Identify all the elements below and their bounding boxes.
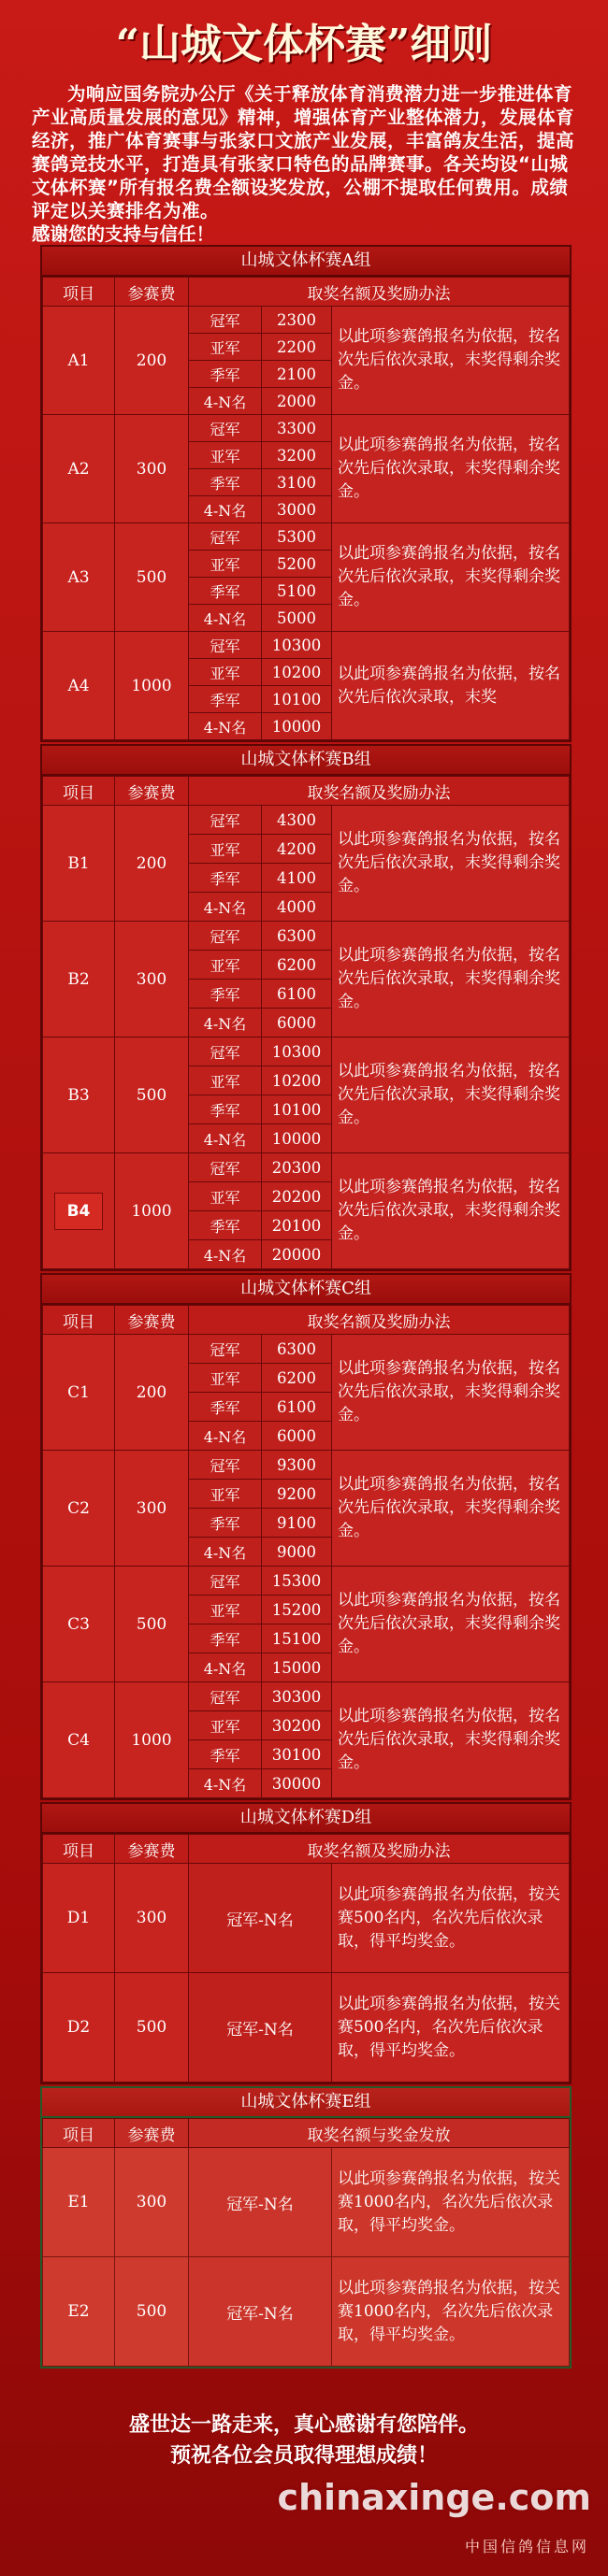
prize-amount-cell: 6300 (262, 922, 332, 951)
rank-cell: 4-N名 (189, 893, 262, 922)
prize-amount-cell: 2300 (262, 307, 332, 334)
prize-amount-cell: 6200 (262, 951, 332, 980)
rank-cell: 冠军 (189, 1335, 262, 1364)
col-header-fee: 参赛费 (115, 1835, 189, 1864)
prize-amount-cell: 10000 (262, 1124, 332, 1153)
rule-description-cell: 以此项参赛鸽报名为依据，按关赛1000名内，名次先后依次录取，得平均奖金。 (332, 2148, 570, 2257)
rank-cell: 4-N名 (189, 1422, 262, 1451)
prize-amount-cell: 20000 (262, 1240, 332, 1269)
closing-message (0, 2410, 608, 2471)
prize-amount-cell: 4200 (262, 835, 332, 864)
prize-amount-cell: 6200 (262, 1364, 332, 1393)
rule-description-cell: 以此项参赛鸽报名为依据，按关赛500名内，名次先后依次录取，得平均奖金。 (332, 1973, 570, 2082)
rank-cell: 季军 (189, 980, 262, 1009)
prize-amount-cell: 5200 (262, 551, 332, 578)
table-row (43, 806, 570, 835)
item-cell: A2 (43, 415, 115, 523)
prize-amount-cell: 9300 (262, 1451, 332, 1480)
group-c-table (40, 1273, 572, 1800)
rank-cell: 4-N名 (189, 1653, 262, 1682)
rank-range-cell: 冠军-N名 (189, 1864, 332, 1973)
prize-amount-cell: 6300 (262, 1335, 332, 1364)
rank-cell: 亚军 (189, 1182, 262, 1211)
page-title: “山城文体杯赛”细则 (115, 21, 493, 68)
rule-description-cell: 以此项参赛鸽报名为依据，按关赛500名内，名次先后依次录取，得平均奖金。 (332, 1864, 570, 1973)
prize-amount-cell: 9200 (262, 1480, 332, 1509)
item-cell: A3 (43, 523, 115, 632)
rank-cell: 冠军 (189, 1153, 262, 1182)
prize-amount-cell: 20200 (262, 1182, 332, 1211)
rule-description-cell: 以此项参赛鸽报名为依据，按名次先后依次录取，末奖 (332, 632, 570, 740)
fee-cell: 500 (115, 1973, 189, 2082)
item-cell: C3 (43, 1567, 115, 1682)
prize-amount-cell: 4300 (262, 806, 332, 835)
prize-amount-cell: 30100 (262, 1740, 332, 1769)
group-b-title: 山城文体杯赛B组 (42, 746, 570, 776)
rank-cell: 4-N名 (189, 1124, 262, 1153)
prize-amount-cell: 15200 (262, 1596, 332, 1624)
item-cell: D2 (43, 1973, 115, 2082)
rank-range-cell: 冠军-N名 (189, 2257, 332, 2367)
rank-cell: 亚军 (189, 442, 262, 469)
fee-cell: 300 (115, 1864, 189, 1973)
rank-cell: 冠军 (189, 632, 262, 659)
rank-cell: 亚军 (189, 334, 262, 361)
item-cell: E2 (43, 2257, 115, 2367)
item-cell: B2 (43, 922, 115, 1038)
rule-description-cell: 以此项参赛鸽报名为依据，按名次先后依次录取，末奖得剩余奖金。 (332, 922, 570, 1038)
item-cell: A4 (43, 632, 115, 740)
prize-amount-cell: 30000 (262, 1769, 332, 1798)
rule-description-cell: 以此项参赛鸽报名为依据，按名次先后依次录取，末奖得剩余奖金。 (332, 1567, 570, 1682)
intro-paragraph: 为响应国务院办公厅《关于释放体育消费潜力进一步推进体育产业高质量发展的意见》精神，增强体育产业整体潜力，发展体育经济，推广体育赛事与张家口文旅产业发展，丰富鸽友生活，提高赛鸽竞技水平，打造具有张家口特色的品牌赛事。各关均设“山城文体杯赛”所有报名费全额设奖发放，公棚不提取任何费用。成绩评定以关赛排名为准。 (32, 83, 575, 222)
prize-amount-cell: 5100 (262, 578, 332, 605)
prize-tables (40, 245, 572, 2368)
prize-amount-cell: 10300 (262, 632, 332, 659)
item-cell: E1 (43, 2148, 115, 2257)
fee-cell: 300 (115, 1451, 189, 1567)
rank-cell: 4-N名 (189, 1240, 262, 1269)
prize-amount-cell: 3000 (262, 496, 332, 523)
col-header-fee: 参赛费 (115, 777, 189, 806)
prize-amount-cell: 10100 (262, 1095, 332, 1124)
table-row (43, 922, 570, 951)
rank-cell: 4-N名 (189, 388, 262, 415)
rank-cell: 冠军 (189, 1682, 262, 1711)
item-cell: B1 (43, 806, 115, 922)
rank-cell: 季军 (189, 1211, 262, 1240)
rank-cell: 季军 (189, 1624, 262, 1653)
prize-amount-cell: 6000 (262, 1422, 332, 1451)
fee-cell: 200 (115, 806, 189, 922)
prize-amount-cell: 15100 (262, 1624, 332, 1653)
prize-amount-cell: 5300 (262, 523, 332, 551)
rank-cell: 亚军 (189, 1364, 262, 1393)
fee-cell: 500 (115, 1038, 189, 1153)
prize-amount-cell: 2100 (262, 361, 332, 388)
col-header-fee: 参赛费 (115, 2119, 189, 2148)
table-row (43, 1451, 570, 1480)
col-header-prize: 取奖名额与奖金发放 (189, 2119, 570, 2148)
prize-amount-cell: 20100 (262, 1211, 332, 1240)
col-header-item: 项目 (43, 777, 115, 806)
col-header-fee: 参赛费 (115, 278, 189, 307)
rule-description-cell: 以此项参赛鸽报名为依据，按名次先后依次录取，末奖得剩余奖金。 (332, 1153, 570, 1269)
rank-cell: 冠军 (189, 415, 262, 442)
table-row (43, 1038, 570, 1066)
rank-cell: 亚军 (189, 1711, 262, 1740)
rank-range-cell: 冠军-N名 (189, 2148, 332, 2257)
prize-amount-cell: 10100 (262, 686, 332, 713)
prize-amount-cell: 4000 (262, 893, 332, 922)
table-row (43, 1973, 570, 2082)
rank-cell: 4-N名 (189, 713, 262, 740)
fee-cell: 300 (115, 2148, 189, 2257)
prize-amount-cell: 15000 (262, 1653, 332, 1682)
rule-description-cell: 以此项参赛鸽报名为依据，按名次先后依次录取，末奖得剩余奖金。 (332, 1335, 570, 1451)
col-header-prize: 取奖名额及奖励办法 (189, 1306, 570, 1335)
table-row (43, 1864, 570, 1973)
prize-amount-cell: 9100 (262, 1509, 332, 1538)
group-e-title: 山城文体杯赛E组 (42, 2088, 570, 2118)
table-row (43, 1567, 570, 1596)
rank-cell: 亚军 (189, 1066, 262, 1095)
prize-amount-cell: 6100 (262, 1393, 332, 1422)
prize-amount-cell: 9000 (262, 1538, 332, 1567)
rule-description-cell: 以此项参赛鸽报名为依据，按名次先后依次录取，末奖得剩余奖金。 (332, 415, 570, 523)
fee-cell: 1000 (115, 632, 189, 740)
item-cell (43, 1153, 115, 1269)
rank-cell: 季军 (189, 1095, 262, 1124)
item-cell: C1 (43, 1335, 115, 1451)
item-cell: A1 (43, 307, 115, 415)
rank-cell: 冠军 (189, 806, 262, 835)
rule-description-cell: 以此项参赛鸽报名为依据，按名次先后依次录取，末奖得剩余奖金。 (332, 307, 570, 415)
rank-cell: 冠军 (189, 307, 262, 334)
item-label-highlight: B4 (54, 1193, 103, 1230)
col-header-item: 项目 (43, 1835, 115, 1864)
fee-cell: 1000 (115, 1153, 189, 1269)
rank-cell: 季军 (189, 361, 262, 388)
table-row (43, 523, 570, 551)
rule-description-cell: 以此项参赛鸽报名为依据，按名次先后依次录取，末奖得剩余奖金。 (332, 523, 570, 632)
col-header-prize: 取奖名额及奖励办法 (189, 1835, 570, 1864)
rank-cell: 4-N名 (189, 1009, 262, 1038)
rank-cell: 季军 (189, 686, 262, 713)
table-row (43, 1335, 570, 1364)
rank-cell: 亚军 (189, 835, 262, 864)
rule-description-cell: 以此项参赛鸽报名为依据，按名次先后依次录取，末奖得剩余奖金。 (332, 806, 570, 922)
col-header-item: 项目 (43, 278, 115, 307)
table-row (43, 415, 570, 442)
table-row (43, 1682, 570, 1711)
prize-amount-cell: 3100 (262, 469, 332, 496)
rule-description-cell: 以此项参赛鸽报名为依据，按名次先后依次录取，末奖得剩余奖金。 (332, 1038, 570, 1153)
rank-cell: 4-N名 (189, 1538, 262, 1567)
item-cell: C4 (43, 1682, 115, 1798)
fee-cell: 500 (115, 523, 189, 632)
fee-cell: 500 (115, 2257, 189, 2367)
rule-description-cell: 以此项参赛鸽报名为依据，按关赛1000名内，名次先后依次录取，得平均奖金。 (332, 2257, 570, 2367)
closing-line-2: 预祝各位会员取得理想成绩！ (169, 2444, 438, 2468)
prize-amount-cell: 15300 (262, 1567, 332, 1596)
col-header-prize: 取奖名额及奖励办法 (189, 777, 570, 806)
table-row (43, 2148, 570, 2257)
fee-cell: 300 (115, 415, 189, 523)
item-cell: C2 (43, 1451, 115, 1567)
watermark-subtitle: 中国信鸽信息网 (464, 2538, 589, 2555)
rank-cell: 亚军 (189, 1596, 262, 1624)
prize-amount-cell: 20300 (262, 1153, 332, 1182)
group-d-table (40, 1802, 572, 2084)
rule-description-cell: 以此项参赛鸽报名为依据，按名次先后依次录取，末奖得剩余奖金。 (332, 1451, 570, 1567)
prize-amount-cell: 6100 (262, 980, 332, 1009)
rank-cell: 季军 (189, 578, 262, 605)
prize-amount-cell: 6000 (262, 1009, 332, 1038)
prize-amount-cell: 5000 (262, 605, 332, 632)
rank-cell: 季军 (189, 1393, 262, 1422)
col-header-item: 项目 (43, 2119, 115, 2148)
table-row (43, 2257, 570, 2367)
rank-cell: 冠军 (189, 1567, 262, 1596)
rank-cell: 季军 (189, 864, 262, 893)
prize-amount-cell: 10200 (262, 1066, 332, 1095)
table-row (43, 307, 570, 334)
rank-cell: 亚军 (189, 659, 262, 686)
group-a-title: 山城文体杯赛A组 (42, 247, 570, 277)
group-c-title: 山城文体杯赛C组 (42, 1275, 570, 1305)
rank-cell: 冠军 (189, 1038, 262, 1066)
rank-cell: 4-N名 (189, 1769, 262, 1798)
fee-cell: 200 (115, 1335, 189, 1451)
fee-cell: 300 (115, 922, 189, 1038)
item-cell: B3 (43, 1038, 115, 1153)
rank-cell: 亚军 (189, 951, 262, 980)
group-a-table (40, 245, 572, 742)
fee-cell: 500 (115, 1567, 189, 1682)
table-row (43, 1153, 570, 1182)
rank-cell: 冠军 (189, 922, 262, 951)
prize-amount-cell: 2000 (262, 388, 332, 415)
prize-amount-cell: 10300 (262, 1038, 332, 1066)
prize-amount-cell: 4100 (262, 864, 332, 893)
rank-cell: 亚军 (189, 1480, 262, 1509)
rank-cell: 季军 (189, 1740, 262, 1769)
rank-cell: 4-N名 (189, 605, 262, 632)
prize-amount-cell: 30200 (262, 1711, 332, 1740)
rank-cell: 冠军 (189, 523, 262, 551)
group-d-title: 山城文体杯赛D组 (42, 1804, 570, 1834)
col-header-item: 项目 (43, 1306, 115, 1335)
rank-cell: 季军 (189, 469, 262, 496)
rank-cell: 4-N名 (189, 496, 262, 523)
fee-cell: 200 (115, 307, 189, 415)
prize-amount-cell: 3200 (262, 442, 332, 469)
item-cell: D1 (43, 1864, 115, 1973)
col-header-prize: 取奖名额及奖励办法 (189, 278, 570, 307)
prize-amount-cell: 10000 (262, 713, 332, 740)
prize-amount-cell: 30300 (262, 1682, 332, 1711)
table-row (43, 632, 570, 659)
closing-line-1: 盛世达一路走来，真心感谢有您陪伴。 (128, 2413, 479, 2437)
thanks-line: 感谢您的支持与信任！ (32, 223, 215, 245)
prize-amount-cell: 3300 (262, 415, 332, 442)
rank-cell: 亚军 (189, 551, 262, 578)
rank-range-cell: 冠军-N名 (189, 1973, 332, 2082)
rule-description-cell: 以此项参赛鸽报名为依据，按名次先后依次录取，末奖得剩余奖金。 (332, 1682, 570, 1798)
rank-cell: 季军 (189, 1509, 262, 1538)
watermark-logo: chinaxinge.com (277, 2477, 591, 2518)
rank-cell: 冠军 (189, 1451, 262, 1480)
prize-amount-cell: 10200 (262, 659, 332, 686)
fee-cell: 1000 (115, 1682, 189, 1798)
group-e-table (40, 2086, 572, 2368)
prize-amount-cell: 2200 (262, 334, 332, 361)
group-b-table (40, 744, 572, 1271)
col-header-fee: 参赛费 (115, 1306, 189, 1335)
